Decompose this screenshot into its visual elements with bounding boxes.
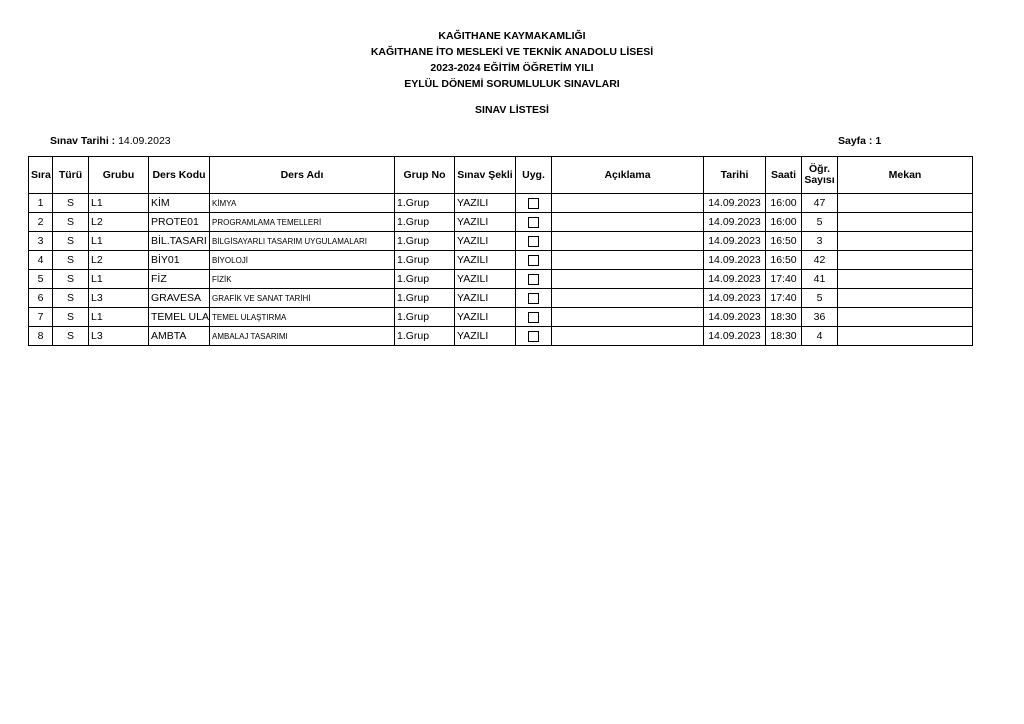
cell-saat: 16:00 xyxy=(766,213,802,232)
uyg-checkbox-cell[interactable] xyxy=(516,251,552,270)
cell-sekil: YAZILI xyxy=(455,213,516,232)
cell-grupno: 1.Grup xyxy=(395,251,455,270)
page-number: Sayfa : 1 xyxy=(838,135,882,147)
uyg-checkbox-cell[interactable] xyxy=(516,194,552,213)
cell-sira: 5 xyxy=(29,270,53,289)
cell-sayi: 4 xyxy=(802,327,838,346)
cell-mekan xyxy=(838,308,973,327)
cell-aciklama xyxy=(552,327,704,346)
col-saati: Saati xyxy=(766,157,802,194)
checkbox-icon[interactable] xyxy=(528,255,539,266)
uyg-checkbox-cell[interactable] xyxy=(516,270,552,289)
cell-sira: 7 xyxy=(29,308,53,327)
cell-mekan xyxy=(838,213,973,232)
checkbox-icon[interactable] xyxy=(528,217,539,228)
cell-turu: S xyxy=(53,270,89,289)
cell-tarih: 14.09.2023 xyxy=(704,289,766,308)
cell-sayi: 36 xyxy=(802,308,838,327)
cell-ad: KİMYA xyxy=(210,194,395,213)
checkbox-icon[interactable] xyxy=(528,236,539,247)
cell-tarih: 14.09.2023 xyxy=(704,327,766,346)
cell-sira: 6 xyxy=(29,289,53,308)
cell-grubu: L3 xyxy=(89,289,149,308)
cell-sayi: 3 xyxy=(802,232,838,251)
cell-grupno: 1.Grup xyxy=(395,194,455,213)
cell-grubu: L2 xyxy=(89,213,149,232)
cell-kod: TEMEL ULA xyxy=(149,308,210,327)
table-row xyxy=(29,232,973,251)
cell-aciklama xyxy=(552,289,704,308)
cell-ad: AMBALAJ TASARIMI xyxy=(210,327,395,346)
cell-saat: 17:40 xyxy=(766,289,802,308)
cell-sayi: 5 xyxy=(802,213,838,232)
cell-turu: S xyxy=(53,308,89,327)
cell-kod: KİM xyxy=(149,194,210,213)
cell-turu: S xyxy=(53,232,89,251)
col-tarihi: Tarihi xyxy=(704,157,766,194)
cell-sekil: YAZILI xyxy=(455,308,516,327)
checkbox-icon[interactable] xyxy=(528,274,539,285)
cell-kod: AMBTA xyxy=(149,327,210,346)
cell-mekan xyxy=(838,289,973,308)
cell-sayi: 42 xyxy=(802,251,838,270)
list-title: SINAV LİSTESİ xyxy=(475,104,549,116)
exam-period-title: EYLÜL DÖNEMİ SORUMLULUK SINAVLARI xyxy=(404,78,620,90)
cell-ad: BİYOLOJİ xyxy=(210,251,395,270)
cell-mekan xyxy=(838,251,973,270)
cell-ad: PROGRAMLAMA TEMELLERİ xyxy=(210,213,395,232)
cell-sekil: YAZILI xyxy=(455,327,516,346)
cell-kod: PROTE01 xyxy=(149,213,210,232)
cell-sekil: YAZILI xyxy=(455,232,516,251)
table-row xyxy=(29,251,973,270)
cell-tarih: 14.09.2023 xyxy=(704,232,766,251)
cell-grubu: L1 xyxy=(89,308,149,327)
col-sinav-sekli: Sınav Şekli xyxy=(455,157,516,194)
table-row xyxy=(29,213,973,232)
cell-grubu: L2 xyxy=(89,251,149,270)
cell-saat: 16:00 xyxy=(766,194,802,213)
document-header xyxy=(0,28,1024,92)
table-header-row xyxy=(29,157,973,194)
table-row xyxy=(29,270,973,289)
exam-date-label: Sınav Tarihi : xyxy=(50,135,116,147)
cell-grubu: L3 xyxy=(89,327,149,346)
cell-tarih: 14.09.2023 xyxy=(704,251,766,270)
cell-sayi: 47 xyxy=(802,194,838,213)
cell-mekan xyxy=(838,232,973,251)
col-mekan: Mekan xyxy=(838,157,973,194)
cell-ad: GRAFİK VE SANAT TARİHİ xyxy=(210,289,395,308)
col-ogr-sayisi: Öğr. Sayısı xyxy=(802,157,838,194)
cell-sira: 3 xyxy=(29,232,53,251)
col-sira: Sıra xyxy=(29,157,53,194)
cell-kod: BİY01 xyxy=(149,251,210,270)
cell-kod: FİZ xyxy=(149,270,210,289)
cell-saat: 17:40 xyxy=(766,270,802,289)
cell-saat: 18:30 xyxy=(766,327,802,346)
cell-sira: 2 xyxy=(29,213,53,232)
cell-mekan xyxy=(838,270,973,289)
uyg-checkbox-cell[interactable] xyxy=(516,289,552,308)
uyg-checkbox-cell[interactable] xyxy=(516,213,552,232)
cell-grupno: 1.Grup xyxy=(395,308,455,327)
cell-grubu: L1 xyxy=(89,232,149,251)
table-row xyxy=(29,289,973,308)
cell-sekil: YAZILI xyxy=(455,270,516,289)
uyg-checkbox-cell[interactable] xyxy=(516,232,552,251)
cell-aciklama xyxy=(552,308,704,327)
cell-turu: S xyxy=(53,327,89,346)
cell-sira: 1 xyxy=(29,194,53,213)
exam-date xyxy=(50,135,171,147)
col-grup-no: Grup No xyxy=(395,157,455,194)
cell-tarih: 14.09.2023 xyxy=(704,270,766,289)
cell-grubu: L1 xyxy=(89,270,149,289)
cell-mekan xyxy=(838,327,973,346)
table-row xyxy=(29,308,973,327)
table-row xyxy=(29,327,973,346)
cell-turu: S xyxy=(53,251,89,270)
cell-grupno: 1.Grup xyxy=(395,213,455,232)
col-ders-adi: Ders Adı xyxy=(210,157,395,194)
cell-ad: TEMEL ULAŞTIRMA xyxy=(210,308,395,327)
institution-title: KAĞITHANE KAYMAKAMLIĞI xyxy=(438,30,586,42)
cell-kod: BİL.TASARI xyxy=(149,232,210,251)
col-uyg: Uyg. xyxy=(516,157,552,194)
cell-kod: GRAVESA xyxy=(149,289,210,308)
table-row xyxy=(29,194,973,213)
col-ders-kodu: Ders Kodu xyxy=(149,157,210,194)
cell-grupno: 1.Grup xyxy=(395,270,455,289)
uyg-checkbox-cell[interactable] xyxy=(516,308,552,327)
cell-turu: S xyxy=(53,289,89,308)
cell-sayi: 5 xyxy=(802,289,838,308)
uyg-checkbox-cell[interactable] xyxy=(516,327,552,346)
col-aciklama: Açıklama xyxy=(552,157,704,194)
cell-saat: 16:50 xyxy=(766,232,802,251)
cell-aciklama xyxy=(552,270,704,289)
cell-turu: S xyxy=(53,194,89,213)
cell-saat: 18:30 xyxy=(766,308,802,327)
cell-mekan xyxy=(838,194,973,213)
exam-date-value: 14.09.2023 xyxy=(118,135,171,147)
cell-grubu: L1 xyxy=(89,194,149,213)
cell-sira: 8 xyxy=(29,327,53,346)
cell-ad: FİZİK xyxy=(210,270,395,289)
cell-saat: 16:50 xyxy=(766,251,802,270)
cell-sekil: YAZILI xyxy=(455,251,516,270)
cell-aciklama xyxy=(552,251,704,270)
exam-table xyxy=(28,156,973,346)
cell-grupno: 1.Grup xyxy=(395,327,455,346)
cell-sayi: 41 xyxy=(802,270,838,289)
cell-grupno: 1.Grup xyxy=(395,289,455,308)
cell-ad: BİLGİSAYARLI TASARIM UYGULAMALARI xyxy=(210,232,395,251)
col-grubu: Grubu xyxy=(89,157,149,194)
cell-aciklama xyxy=(552,194,704,213)
checkbox-icon[interactable] xyxy=(528,293,539,304)
cell-aciklama xyxy=(552,213,704,232)
academic-year: 2023-2024 EĞİTİM ÖĞRETİM YILI xyxy=(430,62,594,74)
cell-turu: S xyxy=(53,213,89,232)
checkbox-icon[interactable] xyxy=(528,312,539,323)
checkbox-icon[interactable] xyxy=(528,331,539,342)
col-turu: Türü xyxy=(53,157,89,194)
school-title: KAĞITHANE İTO MESLEKİ VE TEKNİK ANADOLU LİSESİ xyxy=(370,46,654,58)
cell-sekil: YAZILI xyxy=(455,194,516,213)
cell-sekil: YAZILI xyxy=(455,289,516,308)
checkbox-icon[interactable] xyxy=(528,198,539,209)
cell-tarih: 14.09.2023 xyxy=(704,194,766,213)
cell-tarih: 14.09.2023 xyxy=(704,213,766,232)
cell-grupno: 1.Grup xyxy=(395,232,455,251)
cell-sira: 4 xyxy=(29,251,53,270)
cell-aciklama xyxy=(552,232,704,251)
cell-tarih: 14.09.2023 xyxy=(704,308,766,327)
